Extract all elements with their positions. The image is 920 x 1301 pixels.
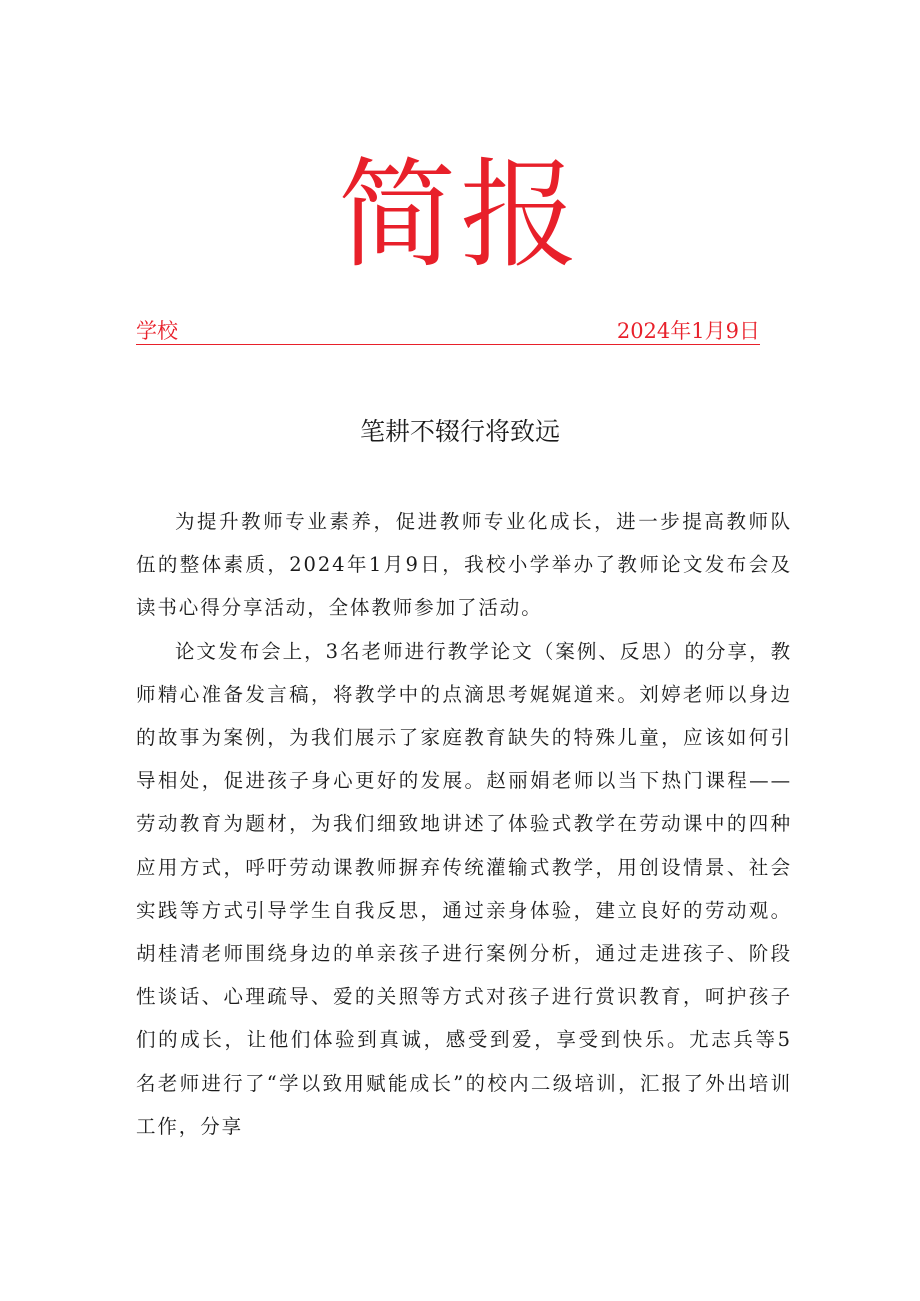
- school-label: 学校: [136, 319, 178, 343]
- article-title: 笔耕不辍行将致远: [359, 417, 560, 446]
- masthead-title: 简报: [337, 146, 582, 284]
- article-body: [136, 500, 792, 1148]
- meta-row: [136, 318, 760, 345]
- paragraph: 论文发布会上，3名老师进行教学论文（案例、反思）的分享，教师精心准备发言稿，将教学中的点滴思考娓娓道来。刘婷老师以身边的故事为案例，为我们展示了家庭教育缺失的特殊儿童，应该如何引导相处，促进孩子身心更好的发展。赵丽娟老师以当下热门课程——劳动教育为题材，为我们细致地讲述了体验式教学在劳动课中的四种应用方式，呼吁劳动课教师摒弃传统灌输式教学，用创设情景、社会实践等方式引导学生自我反思，通过亲身体验，建立良好的劳动观。胡桂清老师围绕身边的单亲孩子进行案例分析，通过走进孩子、阶段性谈话、心理疏导、爱的关照等方式对孩子进行赏识教育，呵护孩子们的成长，让他们体验到真诚，感受到爱，享受到快乐。尤志兵等5名老师进行了“学以致用赋能成长”的校内二级培训，汇报了外出培训工作，分享: [136, 639, 792, 1138]
- issue-date: 2024年1月9日: [616, 319, 760, 343]
- paragraph: 为提升教师专业素养，促进教师专业化成长，进一步提高教师队伍的整体素质，2024年1月9日，我校小学举办了教师论文发布会及读书心得分享活动，全体教师参加了活动。: [136, 510, 792, 620]
